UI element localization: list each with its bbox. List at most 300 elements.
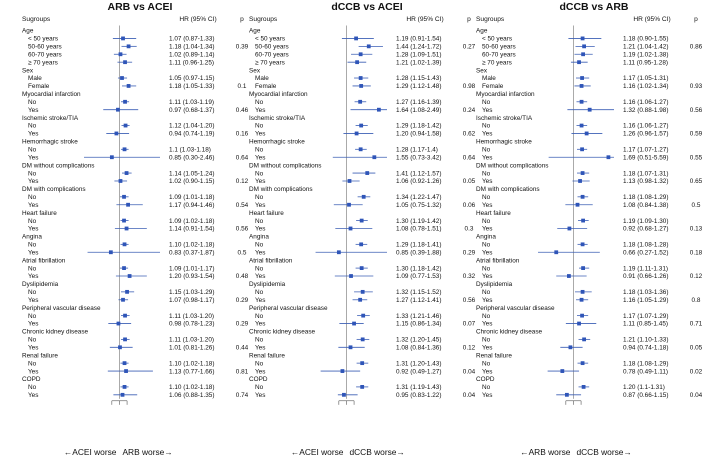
hr-ci-value: 1.44 (1.24-1.72) [396,43,442,51]
p-value: 0.29 [462,249,476,257]
hr-point [576,203,580,207]
subgroup-level: No [28,241,37,249]
subgroup-level: No [255,170,264,178]
subgroup-level: No [482,170,491,178]
hr-point [580,124,584,128]
hr-point [581,266,585,270]
subgroup-header: COPD [22,376,41,384]
hr-ci-value: 1.31 (1.20-1.43) [396,360,442,368]
p-value: 0.1 [237,83,247,91]
subgroup-level: No [28,265,37,273]
hr-ci-value: 1.19 (1.09-1.30) [623,217,669,225]
subgroup-level: Yes [255,392,266,400]
subgroup-level: No [28,336,37,344]
hr-point [115,132,119,136]
p-value: 0.98 [462,83,476,91]
subgroup-header: Sex [476,67,488,75]
subgroup-level: 50-60 years [482,43,516,51]
hr-point [581,290,585,294]
hr-ci-value: 1.02 (0.90-1.15) [169,178,215,186]
subgroup-level: Yes [482,368,493,376]
subgroup-level: Yes [28,296,39,304]
hr-ci-value: 1.18 (1.08-1.29) [623,194,669,202]
subgroup-level: No [28,146,37,154]
subgroup-header: Heart failure [249,209,284,217]
subgroup-level: No [28,170,37,178]
subgroup-level: Male [255,75,269,83]
subgroup-level: Yes [28,225,39,233]
footer-right-label: dCCB worse→ [576,447,632,457]
subgroup-level: No [482,360,491,368]
subgroup-level: Yes [255,154,266,162]
hr-point [580,100,584,104]
subgroup-level: Yes [482,344,493,352]
hr-ci-value: 0.91 (0.66-1.26) [623,273,669,281]
subgroup-level: Yes [482,273,493,281]
hr-point [581,52,585,56]
hr-point [125,171,129,175]
hr-point [582,44,586,48]
subgroup-header: DM with complications [22,186,86,194]
hr-ci-value: 1.16 (1.06-1.27) [623,122,669,130]
subgroup-level: ≥ 70 years [255,59,285,67]
hr-point [567,274,571,278]
p-value: 0.24 [462,106,476,114]
p-value: 0.62 [462,130,476,138]
subgroup-level: Yes [28,368,39,376]
subgroup-level: No [482,217,491,225]
col-header-subgroups: Sugroups [476,16,505,23]
hr-point [359,124,363,128]
subgroup-header: Dyslipidemia [249,281,286,289]
subgroup-level: No [482,312,491,320]
footer-right-label: dCCB worse→ [349,447,405,457]
footer-left-label: ←ACEI worse [63,447,117,457]
p-value: 0.65 [689,178,703,186]
hr-point [581,361,585,365]
hr-point [337,250,341,254]
subgroup-header: Peripheral vascular disease [249,304,328,312]
hr-point [360,385,364,389]
hr-point [119,52,123,56]
subgroup-header: Heart failure [22,209,57,217]
subgroup-level: < 50 years [255,35,286,43]
subgroup-level: Yes [482,392,493,400]
subgroup-header: Ischemic stroke/TIA [22,114,79,122]
subgroup-level: 50-60 years [255,43,289,51]
p-value: 0.18 [689,249,703,257]
hr-point [359,242,363,246]
subgroup-level: 60-70 years [482,51,516,59]
hr-point [355,60,359,64]
hr-point [126,203,130,207]
subgroup-header: Angina [22,233,42,241]
hr-ci-value: 0.92 (0.68-1.27) [623,225,669,233]
subgroup-level: < 50 years [28,35,59,43]
p-value: 0.44 [235,344,249,352]
hr-point [560,369,564,373]
p-value: 0.56 [235,225,249,233]
hr-ci-value: 1.14 (1.05-1.24) [169,170,215,178]
p-value: 0.59 [689,130,703,138]
p-value: 0.3 [464,225,474,233]
p-value: 0.07 [462,320,476,328]
hr-ci-value: 1.18 (1.04-1.34) [169,43,215,51]
p-value: 0.05 [462,178,476,186]
subgroup-level: ≥ 70 years [28,59,58,67]
subgroup-level: Yes [255,201,266,209]
subgroup-header: Age [22,27,34,35]
subgroup-level: Yes [28,320,39,328]
hr-point [120,76,124,80]
subgroup-header: Hemorrhagic stroke [249,138,305,146]
hr-ci-value: 1.21 (1.02-1.39) [396,59,442,67]
hr-point [360,219,364,223]
p-value: 0.64 [235,154,249,162]
subgroup-level: No [28,194,37,202]
hr-point [580,84,584,88]
hr-point [352,322,356,326]
subgroup-level: No [482,336,491,344]
subgroup-level: Yes [255,225,266,233]
subgroup-level: Female [482,83,504,91]
footer-left-label: ←ACEI worse [290,447,344,457]
subgroup-level: 50-60 years [28,43,62,51]
hr-ci-value: 1.18 (1.08-1.29) [623,360,669,368]
hr-point [121,393,125,397]
hr-point [109,250,113,254]
p-value: 0.04 [689,392,703,400]
hr-ci-value: 1.09 (1.01-1.18) [169,194,215,202]
hr-point [348,179,352,183]
hr-point [127,44,131,48]
subgroup-header: Renal failure [476,352,512,360]
p-value: 0.64 [462,154,476,162]
hr-point [122,219,126,223]
subgroup-level: No [482,122,491,130]
subgroup-header: Renal failure [22,352,58,360]
panel-title: dCCB vs ACEI [331,1,403,13]
hr-point [578,179,582,183]
hr-ci-value: 1.13 (0.98-1.32) [623,178,669,186]
hr-point [341,369,345,373]
subgroup-level: No [255,98,264,106]
subgroup-header: Sex [22,67,34,75]
hr-ci-value: 1.32 (0.88-1.98) [623,106,669,114]
hr-point [127,84,131,88]
subgroup-level: Yes [482,296,493,304]
hr-ci-value: 1.15 (1.03-1.29) [169,289,215,297]
p-value: 0.54 [235,201,249,209]
hr-ci-value: 1.17 (1.05-1.31) [623,75,669,83]
hr-ci-value: 1.30 (1.19-1.42) [396,217,442,225]
hr-ci-value: 1.28 (1.15-1.43) [396,75,442,83]
p-value: 0.27 [462,43,476,51]
hr-point [121,37,125,41]
hr-ci-value: 1.20 (1.1-1.31) [623,384,665,392]
hr-ci-value: 0.92 (0.49-1.27) [396,368,442,376]
hr-point [342,393,346,397]
hr-point [582,385,586,389]
hr-ci-value: 1.06 (0.88-1.35) [169,392,215,400]
p-value: 0.06 [462,201,476,209]
hr-point [361,314,365,318]
hr-ci-value: 1.18 (1.03-1.36) [623,289,669,297]
hr-ci-value: 1.11 (1.03-1.20) [169,336,214,344]
subgroup-level: Yes [28,249,39,257]
subgroup-level: Male [28,75,42,83]
hr-point [359,76,363,80]
p-value: 0.29 [235,320,249,328]
hr-ci-value: 1.26 (0.96-1.57) [623,130,669,138]
p-value: 0.04 [462,368,476,376]
hr-ci-value: 1.01 (0.81-1.26) [169,344,215,352]
hr-point [123,337,127,341]
panel-title: ARB vs ACEI [107,1,173,13]
hr-point [580,314,584,318]
subgroup-header: Angina [476,233,496,241]
subgroup-header: Chronic kidney disease [22,328,89,336]
hr-point [581,219,585,223]
col-header-hr-ci: HR (95% CI) [406,16,444,23]
hr-ci-value: 0.85 (0.30-2.46) [169,154,215,162]
subgroup-level: Yes [28,178,39,186]
col-header-p: p [694,16,698,23]
hr-ci-value: 0.83 (0.37-1.87) [169,249,215,257]
hr-point [121,298,125,302]
subgroup-header: Angina [249,233,269,241]
hr-point [116,108,120,112]
col-header-p: p [467,16,471,23]
col-header-subgroups: Sugroups [249,16,278,23]
subgroup-header: Peripheral vascular disease [22,304,101,312]
hr-point [122,266,126,270]
subgroup-header: Chronic kidney disease [249,328,316,336]
hr-ci-value: 0.94 (0.74-1.19) [169,130,215,138]
p-value: 0.16 [235,130,249,138]
p-value: 0.86 [689,43,703,51]
subgroup-level: Yes [28,273,39,281]
hr-ci-value: 0.78 (0.49-1.11) [623,368,668,376]
hr-point [117,322,121,326]
subgroup-level: No [482,384,491,392]
hr-point [124,369,128,373]
p-value: 0.46 [235,106,249,114]
p-value: 0.12 [235,178,249,186]
subgroup-level: No [28,384,37,392]
p-value: 0.56 [462,296,476,304]
subgroup-header: DM without complications [22,162,95,170]
hr-point [119,179,123,183]
subgroup-level: No [255,336,264,344]
hr-ci-value: 0.85 (0.39-1.88) [396,249,442,257]
subgroup-level: Yes [255,344,266,352]
hr-ci-value: 1.32 (1.20-1.45) [396,336,442,344]
p-value: 0.48 [235,273,249,281]
subgroup-level: No [28,217,37,225]
hr-ci-value: 1.18 (0.90-1.55) [623,35,669,43]
subgroup-level: No [482,98,491,106]
hr-ci-value: 1.09 (0.77-1.53) [396,273,442,281]
hr-point [580,298,584,302]
col-header-hr-ci: HR (95% CI) [179,16,217,23]
subgroup-level: No [28,122,37,130]
hr-point [125,227,129,231]
hr-point [123,361,127,365]
p-value: 0.13 [689,225,703,233]
hr-point [359,52,363,56]
subgroup-header: Atrial fibrillation [476,257,520,265]
subgroup-level: No [255,217,264,225]
subgroup-level: < 50 years [482,35,513,43]
subgroup-header: COPD [476,376,495,384]
subgroup-level: Yes [255,130,266,138]
hr-point [581,171,585,175]
p-value: 0.04 [462,392,476,400]
hr-point [349,274,353,278]
hr-ci-value: 1.15 (0.86-1.34) [396,320,442,328]
hr-ci-value: 1.18 (1.05-1.33) [169,83,215,91]
hr-point [581,195,585,199]
hr-point [358,100,362,104]
hr-ci-value: 1.41 (1.12-1.57) [396,170,442,178]
hr-ci-value: 1.10 (1.02-1.18) [169,241,215,249]
hr-point [588,108,592,112]
p-value: 0.56 [689,106,703,114]
hr-point [365,171,369,175]
hr-ci-value: 1.08 (0.84-1.36) [396,344,442,352]
hr-point [359,84,363,88]
subgroup-level: No [255,122,264,130]
col-header-p: p [240,16,244,23]
subgroup-header: DM without complications [249,162,322,170]
hr-point [607,155,611,159]
hr-ci-value: 1.18 (1.08-1.28) [623,241,669,249]
p-value: 0.39 [235,43,249,51]
subgroup-level: Yes [482,249,493,257]
col-header-hr-ci: HR (95% CI) [633,16,671,23]
hr-ci-value: 1.02 (0.89-1.14) [169,51,215,59]
hr-ci-value: 0.66 (0.27-1.52) [623,249,669,257]
hr-ci-value: 1.19 (1.11-1.31) [623,265,668,273]
hr-ci-value: 1.11 (0.85-1.45) [623,320,668,328]
p-value: 0.5 [691,201,701,209]
subgroup-level: Yes [482,178,493,186]
hr-ci-value: 0.97 (0.68-1.37) [169,106,215,114]
subgroup-level: Yes [255,178,266,186]
hr-ci-value: 1.07 (0.98-1.17) [169,296,215,304]
hr-point [577,60,581,64]
hr-ci-value: 0.95 (0.83-1.22) [396,392,442,400]
panel-title: dCCB vs ARB [559,1,629,13]
hr-point [568,227,572,231]
hr-point [124,124,128,128]
subgroup-header: Ischemic stroke/TIA [476,114,533,122]
subgroup-level: No [28,289,37,297]
subgroup-header: Ischemic stroke/TIA [249,114,306,122]
hr-point [123,60,127,64]
subgroup-header: Myocardial infarction [249,91,308,99]
hr-point [110,155,114,159]
hr-ci-value: 1.10 (1.02-1.18) [169,360,215,368]
hr-ci-value: 1.11 (1.03-1.19) [169,98,214,106]
p-value: 0.02 [689,368,703,376]
hr-ci-value: 1.16 (1.05-1.29) [623,296,669,304]
hr-ci-value: 1.13 (0.77-1.66) [169,368,215,376]
hr-ci-value: 1.11 (1.03-1.20) [169,312,214,320]
hr-point [347,203,351,207]
subgroup-level: Female [255,83,277,91]
hr-ci-value: 1.21 (1.10-1.33) [623,336,669,344]
hr-ci-value: 1.05 (0.97-1.15) [169,75,215,83]
subgroup-level: No [482,265,491,273]
subgroup-level: No [255,312,264,320]
p-value: 0.5 [237,249,247,257]
subgroup-header: DM with complications [249,186,313,194]
hr-point [123,147,127,151]
subgroup-header: DM with complications [476,186,540,194]
subgroup-level: Male [482,75,496,83]
subgroup-level: No [255,289,264,297]
subgroup-header: Dyslipidemia [476,281,513,289]
hr-point [123,314,127,318]
hr-ci-value: 1.64 (1.08-2.49) [396,106,442,114]
p-value: 0.29 [235,296,249,304]
hr-point [349,345,353,349]
forest-panel-2 [249,1,476,457]
p-value: 0.32 [462,273,476,281]
hr-ci-value: 1.20 (0.93-1.54) [169,273,215,281]
hr-ci-value: 1.32 (1.15-1.52) [396,289,442,297]
subgroup-level: Yes [255,368,266,376]
hr-point [125,290,129,294]
hr-point [128,274,132,278]
hr-ci-value: 1.31 (1.19-1.43) [396,384,442,392]
subgroup-level: Yes [255,320,266,328]
p-value: 0.55 [689,154,703,162]
hr-point [577,322,581,326]
subgroup-level: Yes [482,320,493,328]
subgroup-level: No [28,98,37,106]
hr-ci-value: 1.28 (1.17-1.4) [396,146,438,154]
hr-ci-value: 1.28 (1.09-1.51) [396,51,442,59]
hr-point [361,337,365,341]
subgroup-header: Hemorrhagic stroke [22,138,78,146]
hr-point [554,250,558,254]
subgroup-level: No [255,241,264,249]
hr-ci-value: 1.27 (1.16-1.39) [396,98,442,106]
hr-point [377,108,381,112]
subgroup-level: No [28,360,37,368]
hr-ci-value: 0.87 (0.66-1.15) [623,392,669,400]
subgroup-level: No [482,146,491,154]
hr-ci-value: 1.29 (1.18-1.41) [396,241,442,249]
subgroup-level: No [255,146,264,154]
hr-ci-value: 1.1 (1.03-1.18) [169,146,211,154]
hr-point [372,155,376,159]
subgroup-level: Yes [28,392,39,400]
subgroup-level: No [482,241,491,249]
subgroup-level: Yes [482,106,493,114]
subgroup-level: Yes [28,201,39,209]
subgroup-level: 60-70 years [28,51,62,59]
hr-ci-value: 1.08 (0.84-1.38) [623,201,669,209]
subgroup-level: Female [28,83,50,91]
subgroup-level: No [255,384,264,392]
hr-ci-value: 1.21 (1.04-1.42) [623,43,669,51]
subgroup-level: Yes [255,106,266,114]
p-value: 0.81 [235,368,249,376]
